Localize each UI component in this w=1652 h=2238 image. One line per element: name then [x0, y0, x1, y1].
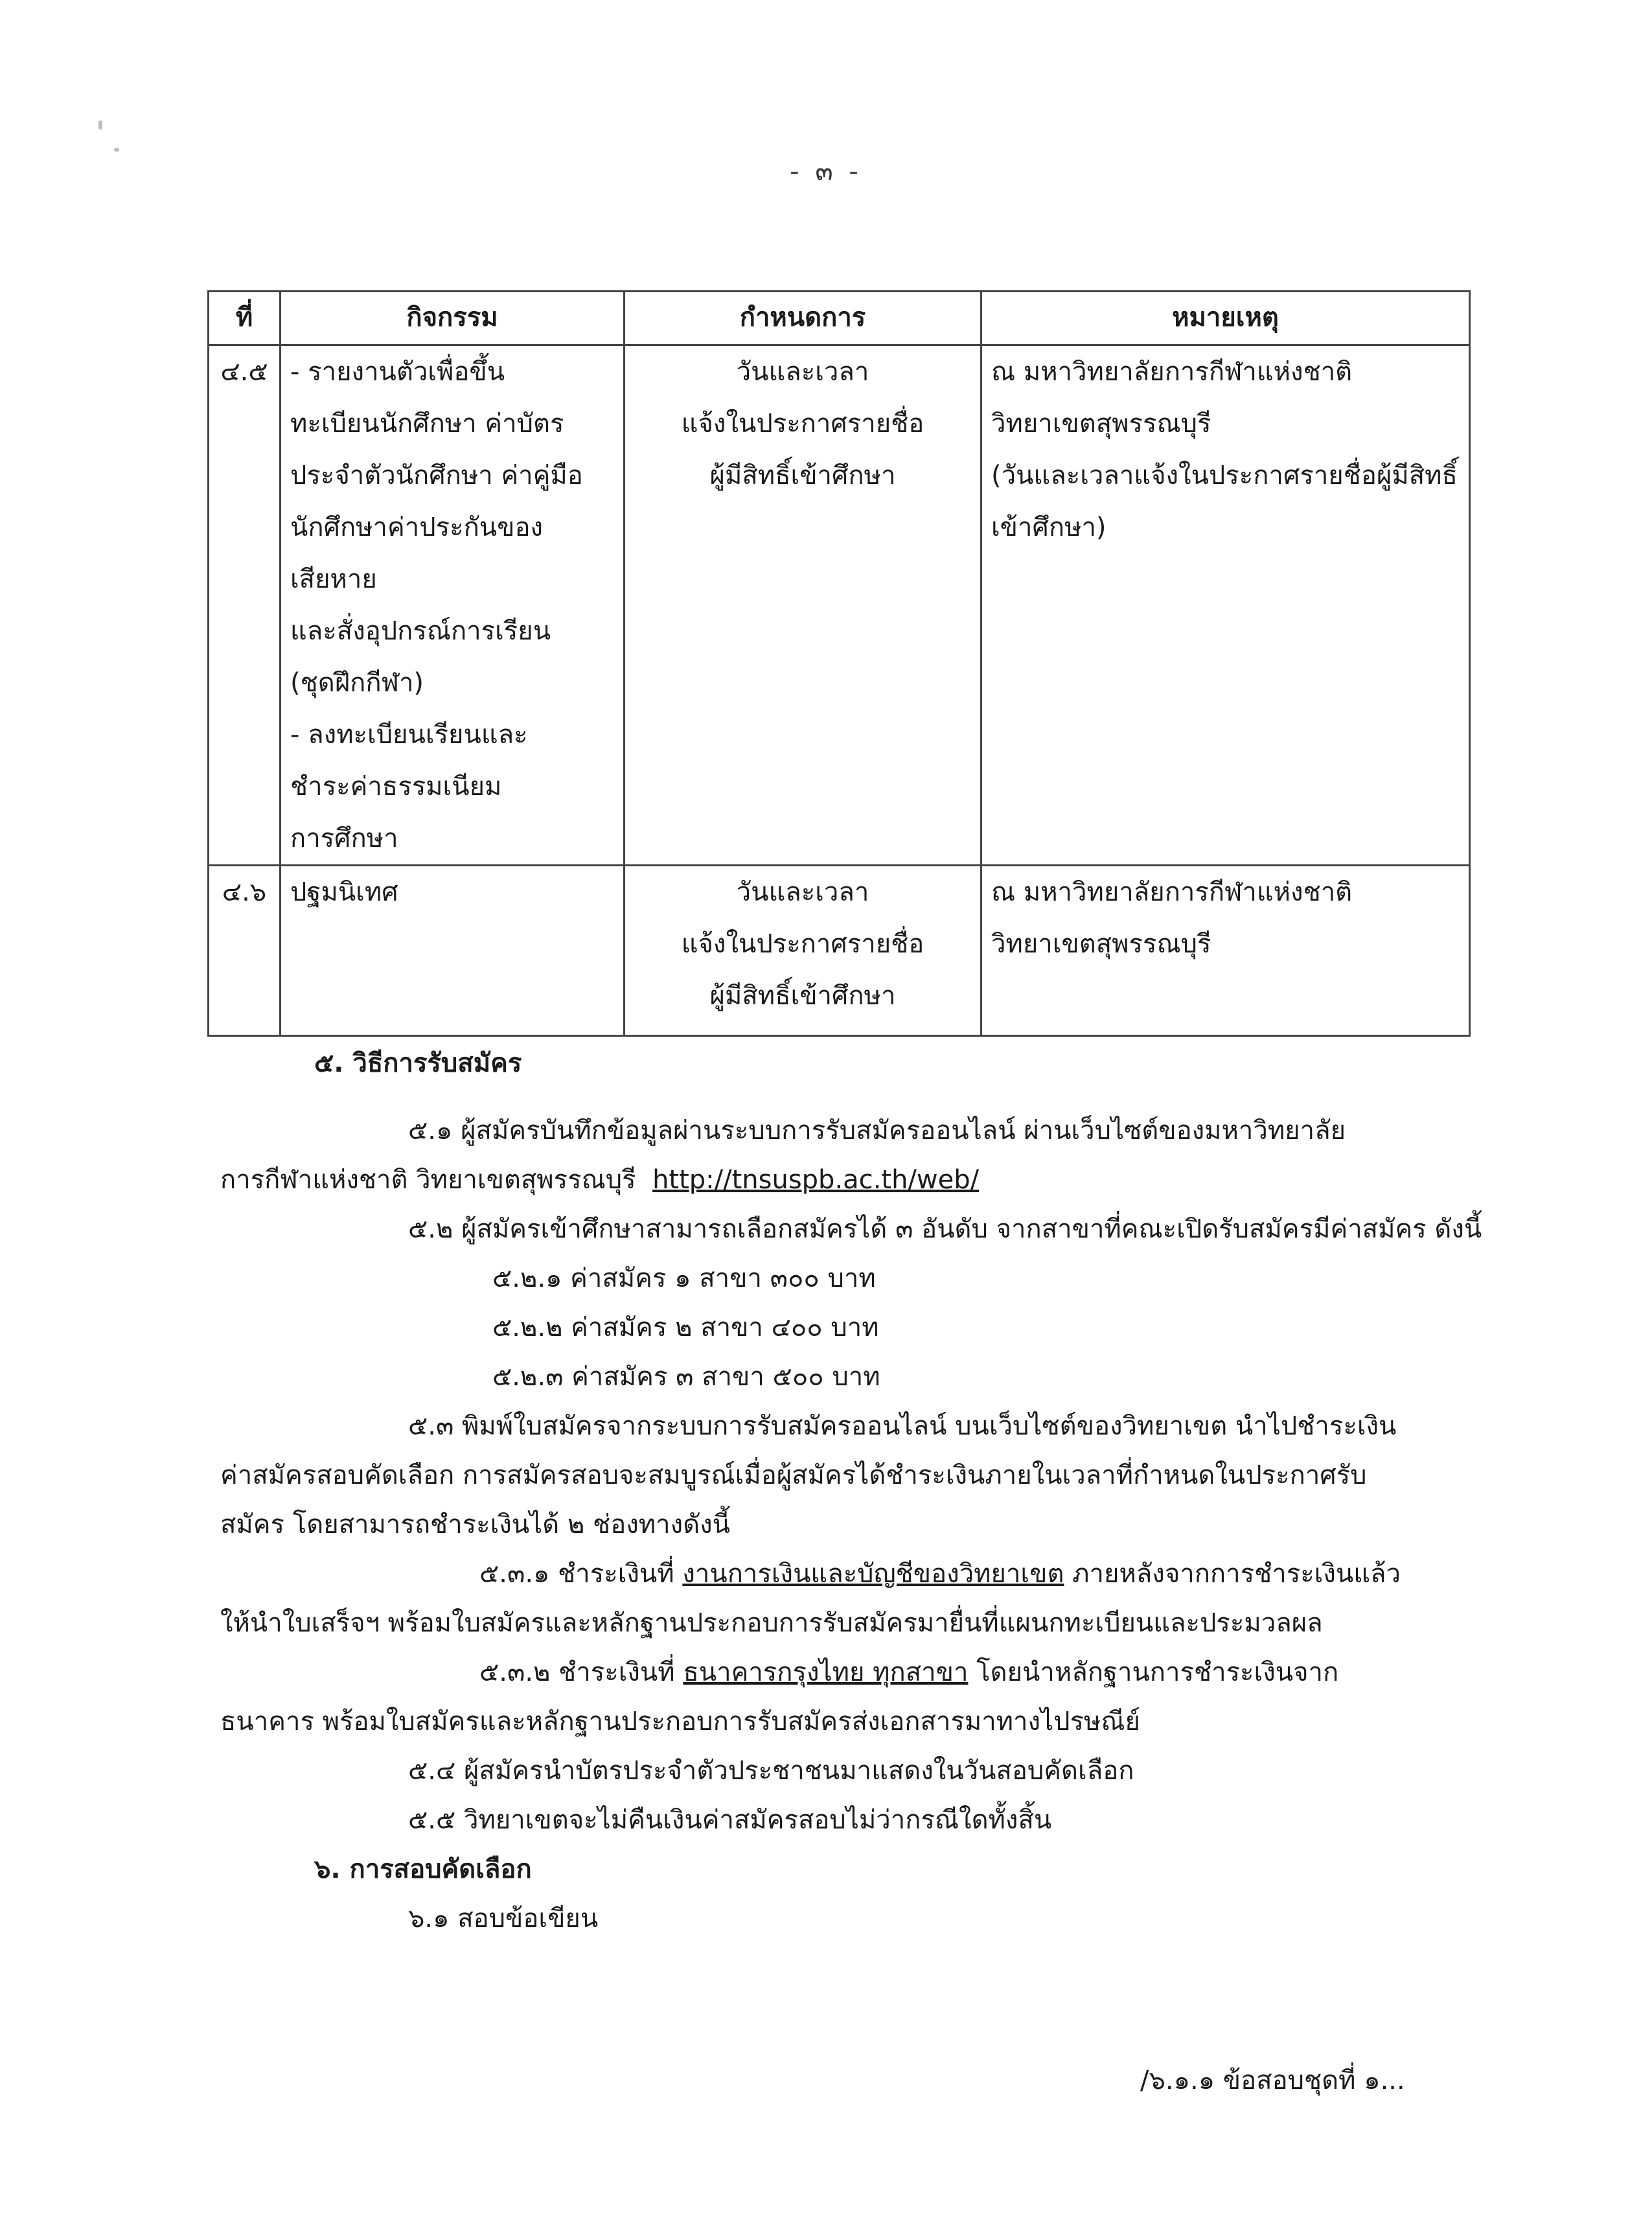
schedule-line: ผู้มีสิทธิ์เข้าศึกษา — [709, 981, 896, 1011]
paragraph-5-3-cont: ค่าสมัครสอบคัดเลือก การสมัครสอบจะสมบูรณ์เมื่อผู้สมัครได้ชำระเงินภายในเวลาที่กำหนดในประกาศรับ — [220, 1460, 1367, 1490]
schedule-line: วันและเวลา — [736, 877, 869, 907]
paragraph-5-3-1-cont: ให้นำใบเสร็จฯ พร้อมใบสมัครและหลักฐานประกอบการรับสมัครมายื่นที่แผนกทะเบียนและประมวลผล — [220, 1608, 1323, 1638]
note-line: วิทยาเขตสุพรรณบุรี — [991, 929, 1211, 959]
paragraph-5-1: ๕.๑ ผู้สมัครบันทึกข้อมูลผ่านระบบการรับสมัครออนไลน์ ผ่านเว็บไซต์ของมหาวิทยาลัย — [408, 1116, 1346, 1146]
schedule-table — [207, 290, 1471, 1037]
paragraph-5-3-cont: สมัคร โดยสามารถชำระเงินได้ ๒ ช่องทางดังนี้ — [220, 1510, 730, 1540]
bank-name: ธนาคารกรุงไทย ทุกสาขา — [683, 1657, 969, 1687]
paragraph-5-2: ๕.๒ ผู้สมัครเข้าศึกษาสามารถเลือกสมัครได้ ๓ อันดับ จากสาขาที่คณะเปิดรับสมัครมีค่าสมัคร ดังนี้ — [408, 1214, 1482, 1244]
finance-office: งานการเงินและบัญชีของวิทยาเขต — [682, 1559, 1064, 1589]
note-line: ณ มหาวิทยาลัยการกีฬาแห่งชาติ — [991, 357, 1353, 387]
note-line: วิทยาเขตสุพรรณบุรี — [991, 409, 1211, 439]
note-line: (วันและเวลาแจ้งในประกาศรายชื่อผู้มีสิทธิ์ — [991, 461, 1458, 490]
activity-line: - รายงานตัวเพื่อขึ้น — [290, 357, 505, 387]
paragraph-5-1-text: การกีฬาแห่งชาติ วิทยาเขตสุพรรณบุรี — [220, 1165, 636, 1195]
schedule-line: แจ้งในประกาศรายชื่อ — [681, 929, 924, 959]
activity-line: (ชุดฝึกกีฬา) — [290, 668, 424, 698]
activity-line: และสั่งอุปกรณ์การเรียน — [290, 616, 551, 646]
website-link[interactable]: http://tnsuspb.ac.th/web/ — [652, 1165, 980, 1195]
activity-line: ทะเบียนนักศึกษา ค่าบัตร — [290, 409, 564, 439]
table-header-row — [209, 292, 1470, 345]
scan-mark — [98, 121, 102, 130]
row-number: ๔.๖ — [209, 866, 281, 1036]
schedule-line: ผู้มีสิทธิ์เข้าศึกษา — [709, 461, 896, 490]
paragraph-5-3-2-pre: ๕.๓.๒ ชำระเงินที่ — [479, 1657, 683, 1687]
paragraph-5-1-cont — [220, 1159, 979, 1200]
page-number: - ๓ - — [790, 157, 862, 187]
paragraph-5-3-2 — [479, 1651, 1338, 1692]
paragraph-5-3-1 — [479, 1552, 1401, 1594]
schedule-line: แจ้งในประกาศรายชื่อ — [681, 409, 924, 439]
paragraph-5-3: ๕.๓ พิมพ์ใบสมัครจากระบบการรับสมัครออนไลน์ บนเว็บไซต์ของวิทยาเขต นำไปชำระเงิน — [408, 1411, 1397, 1441]
note-cell — [981, 345, 1470, 866]
paragraph-5-3-1-post: ภายหลังจากการชำระเงินแล้ว — [1064, 1559, 1401, 1589]
header-no: ที่ — [209, 292, 281, 345]
paragraph-5-3-2-post: โดยนำหลักฐานการชำระเงินจาก — [968, 1657, 1339, 1687]
activity-cell — [281, 866, 625, 1036]
header-activity: กิจกรรม — [281, 292, 625, 345]
row-number: ๔.๕ — [209, 345, 281, 866]
table-row — [209, 345, 1470, 866]
schedule-cell — [625, 866, 981, 1036]
fee-item: ๕.๒.๑ ค่าสมัคร ๑ สาขา ๓๐๐ บาท — [492, 1263, 876, 1293]
activity-line: ชำระค่าธรรมเนียม — [290, 772, 502, 802]
fee-item: ๕.๒.๒ ค่าสมัคร ๒ สาขา ๔๐๐ บาท — [492, 1313, 879, 1343]
paragraph-5-5: ๕.๕ วิทยาเขตจะไม่คืนเงินค่าสมัครสอบไม่ว่ากรณีใดทั้งสิ้น — [408, 1805, 1052, 1835]
schedule-line: วันและเวลา — [736, 357, 869, 387]
note-cell — [981, 866, 1470, 1036]
continuation-note: /๖.๑.๑ ข้อสอบชุดที่ ๑... — [1140, 2066, 1405, 2095]
activity-line: - ลงทะเบียนเรียนและ — [290, 720, 528, 750]
section-6-heading: ๖. การสอบคัดเลือก — [314, 1854, 532, 1884]
note-line: เข้าศึกษา) — [991, 513, 1107, 542]
table-row — [209, 866, 1470, 1036]
activity-line: ประจำตัวนักศึกษา ค่าคู่มือ — [290, 461, 583, 490]
paragraph-5-3-1-pre: ๕.๓.๑ ชำระเงินที่ — [479, 1559, 683, 1589]
paragraph-6-1: ๖.๑ สอบข้อเขียน — [408, 1904, 599, 1933]
header-note: หมายเหตุ — [981, 292, 1470, 345]
section-5-heading: ๕. วิธีการรับสมัคร — [314, 1048, 522, 1078]
activity-line: ปฐมนิเทศ — [290, 877, 398, 907]
activity-line: เสียหาย — [290, 564, 377, 594]
activity-cell — [281, 345, 625, 866]
activity-line: การศึกษา — [290, 824, 398, 853]
activity-line: นักศึกษาค่าประกันของ — [290, 513, 544, 542]
header-schedule: กำหนดการ — [625, 292, 981, 345]
fee-item: ๕.๒.๓ ค่าสมัคร ๓ สาขา ๕๐๐ บาท — [492, 1362, 880, 1392]
note-line: ณ มหาวิทยาลัยการกีฬาแห่งชาติ — [991, 877, 1353, 907]
paragraph-5-4: ๕.๔ ผู้สมัครนำบัตรประจำตัวประชาชนมาแสดงในวันสอบคัดเลือก — [408, 1756, 1134, 1786]
paragraph-5-3-2-cont: ธนาคาร พร้อมใบสมัครและหลักฐานประกอบการรับสมัครส่งเอกสารมาทางไปรษณีย์ — [220, 1707, 1140, 1736]
schedule-cell — [625, 345, 981, 866]
